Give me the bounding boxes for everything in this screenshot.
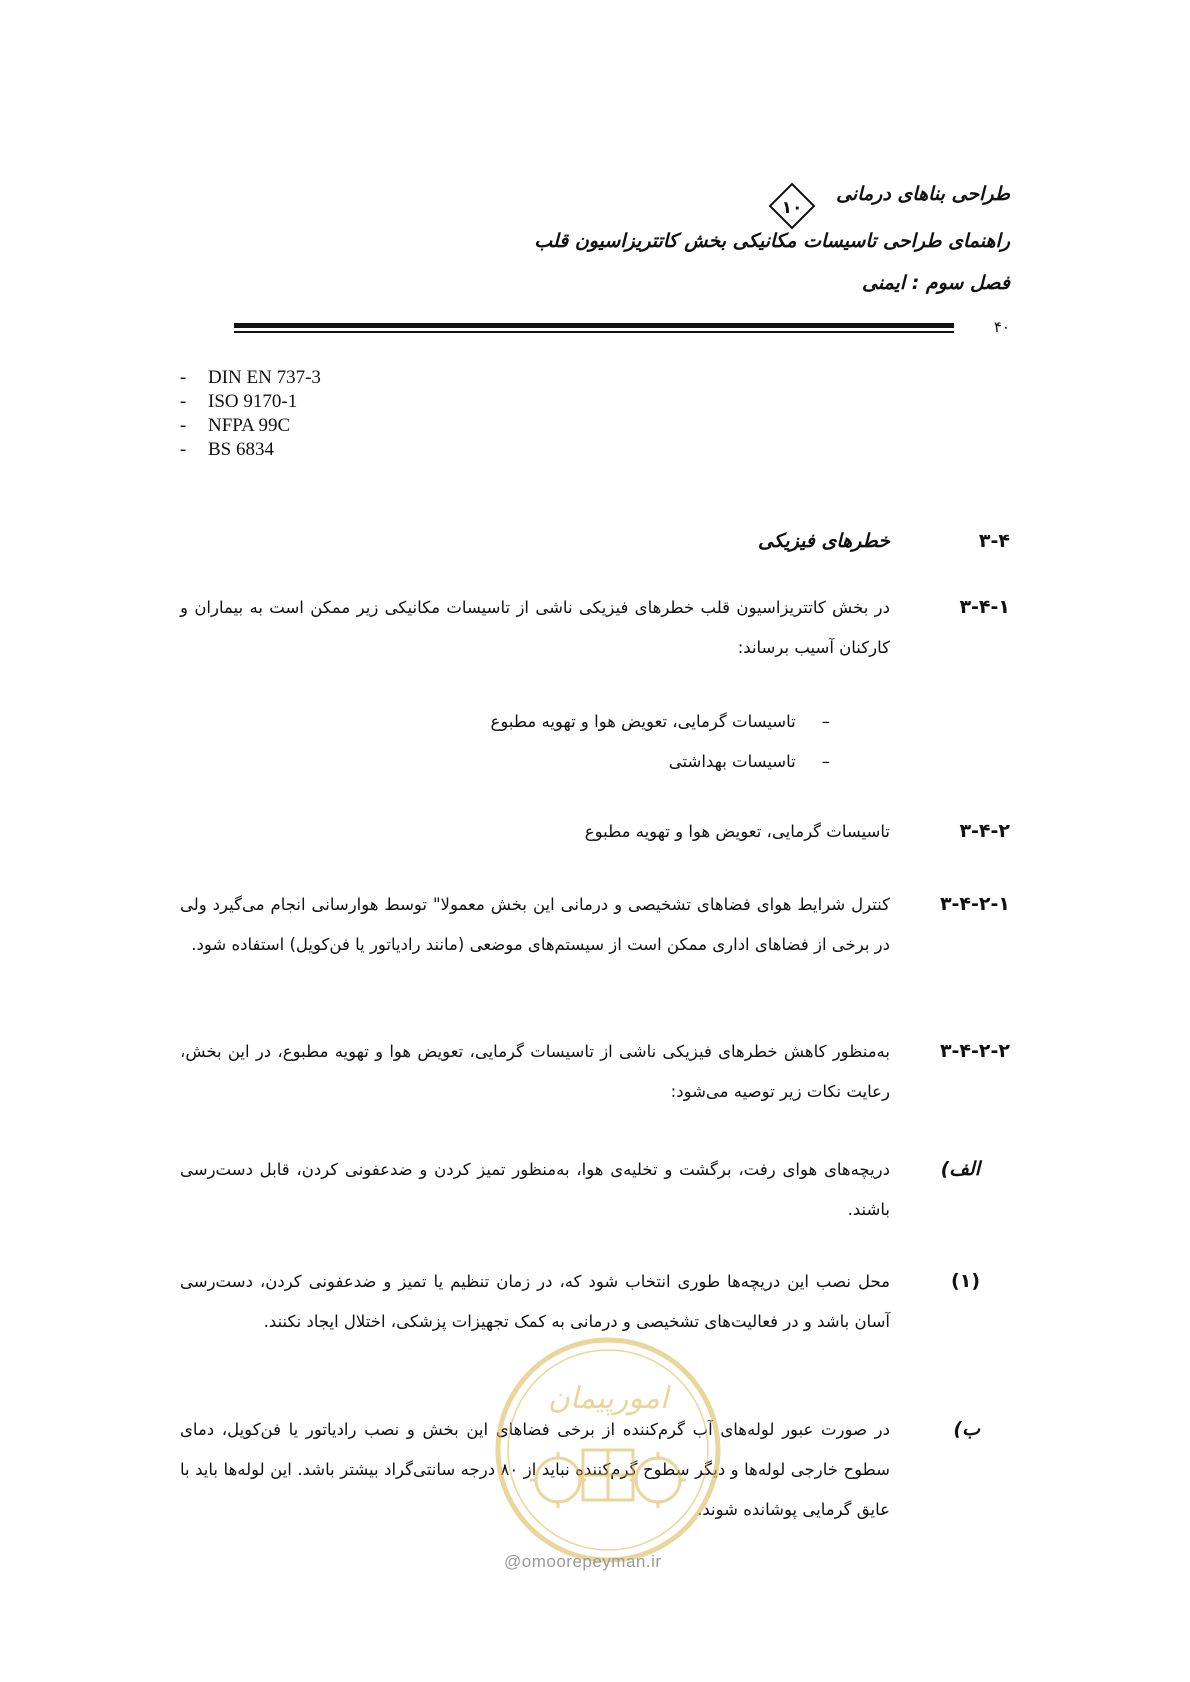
paragraph-text: به‌منظور کاهش خطرهای فیزیکی ناشی از تاسیسات گرمایی، تعویض هوا و تهویه مطبوع، در این بخش، رعایت نکات زیر توصیه می‌شود:	[180, 1042, 890, 1101]
paragraph-number: ۳-۴-۲-۱	[939, 893, 1010, 915]
standard-item: - BS 6834	[180, 439, 274, 460]
paragraph-text: کنترل شرایط هوای فضاهای تشخیصی و درمانی این بخش معمولا" توسط هوارسانی انجام می‌گیرد ولی در برخی از فضاهای اداری ممکن است از سیستم‌های موضعی (مانند رادیاتور یا فن‌کویل) استفاده شود.	[180, 895, 890, 954]
section-title: خطرهای فیزیکی	[757, 530, 890, 552]
volume-number: ۱۰	[781, 198, 803, 218]
paragraph-text: تاسیسات گرمایی، تعویض هوا و تهویه مطبوع	[584, 822, 890, 841]
item-label: (۱)	[951, 1270, 980, 1292]
header-rule-thick	[234, 323, 954, 328]
paragraph-number: ۳-۴-۱	[959, 596, 1010, 618]
book-title: طراحی بناهای درمانی	[836, 183, 1010, 205]
item-label: ب)	[953, 1418, 980, 1440]
paragraph-number: ۳-۴-۲-۲	[939, 1040, 1010, 1062]
item-label: الف)	[940, 1158, 980, 1180]
watermark-url: @omoorepeyman.ir	[504, 1552, 662, 1571]
paragraph-text: در صورت عبور لوله‌های آب گرم‌کننده از برخی فضاهای این بخش و نصب رادیاتور یا فن‌کویل، دمای سطوح خارجی لوله‌ها و دیگر سطوح گرم‌کننده نباید از ۸۰ درجه سانتی‌گراد بیشتر باشد. این لوله‌ها باید با عایق گرمایی پوشانده شوند.	[180, 1420, 890, 1519]
bullet-item: –تاسیسات گرمایی، تعویض هوا و تهویه مطبوع	[490, 712, 830, 731]
standard-item: - NFPA 99C	[180, 415, 291, 436]
watermark-logo	[488, 1330, 728, 1570]
watermark-logo-text: امورپیمان	[547, 1381, 669, 1416]
chapter-title: فصل سوم : ایمنی	[861, 272, 1010, 294]
paragraph-text: در بخش کاتتریزاسیون قلب خطرهای فیزیکی ناشی از تاسیسات مکانیکی زیر ممکن است به بیماران و کارکنان آسیب برساند:	[180, 598, 890, 657]
standard-item: - ISO 9170-1	[180, 391, 298, 412]
paragraph-number: ۳-۴-۲	[959, 820, 1010, 842]
paragraph-text: محل نصب این دریچه‌ها طوری انتخاب شود که، در زمان تنظیم یا تمیز و ضدعفونی کردن، دست‌رسی آسان باشد و در فعالیت‌های تشخیصی و درمانی به کمک تجهیزات پزشکی، اختلال ایجاد نکنند.	[180, 1272, 890, 1331]
page-number: ۴۰	[993, 318, 1010, 336]
volume-number-diamond	[768, 182, 816, 230]
header-rule-thin	[234, 331, 954, 333]
paragraph-text: دریچه‌های هوای رفت، برگشت و تخلیه‌ی هوا، به‌منظور تمیز کردن و ضدعفونی کردن، قابل دست‌رسی باشند.	[180, 1160, 890, 1219]
standard-item: - DIN EN 737-3	[180, 367, 321, 388]
guide-title: راهنمای طراحی تاسیسات مکانیکی بخش کاتتریزاسیون قلب	[534, 230, 1010, 252]
bullet-item: –تاسیسات بهداشتی	[668, 752, 830, 771]
section-number: ۳-۴	[978, 530, 1010, 552]
